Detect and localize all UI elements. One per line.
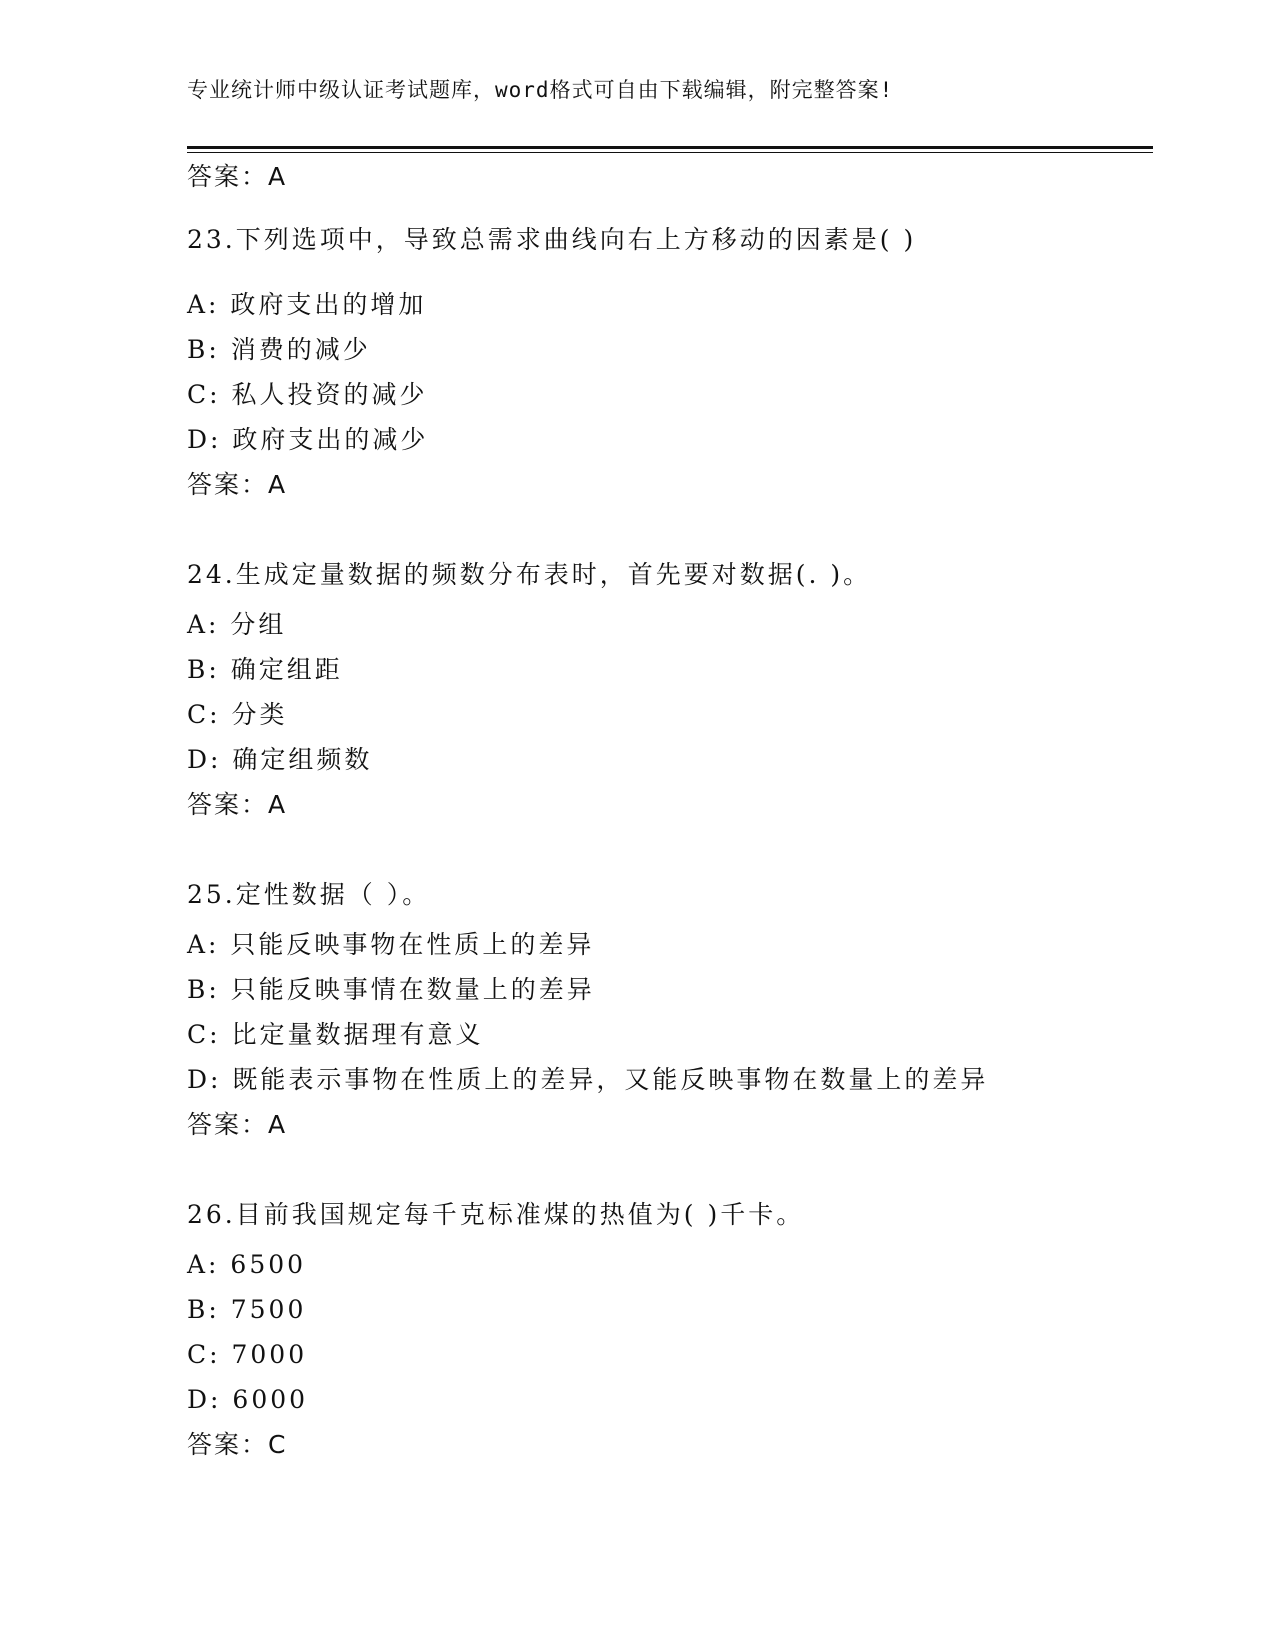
question-26-option-d: D: 6000 [187,1385,309,1414]
question-24-answer [187,790,287,820]
question-25-option-d: D: 既能表示事物在性质上的差异，又能反映事物在数量上的差异 [187,1065,989,1094]
answer-label: 答案： [187,162,269,191]
answer-label: 答案： [187,790,269,819]
question-26-option-c: C: 7000 [187,1340,308,1369]
header-rule-thin [187,152,1153,153]
question-24-stem: 24.生成定量数据的频数分布表时，首先要对数据(. )。 [187,560,872,589]
question-24-option-a: A: 分组 [187,610,287,639]
answer-prev [187,162,287,192]
question-26-option-a: A: 6500 [187,1250,307,1279]
question-23-option-a: A: 政府支出的增加 [187,290,427,319]
answer-value: A [268,1110,288,1139]
answer-label: 答案： [187,470,269,499]
answer-value: A [268,790,288,819]
question-26-stem: 26.目前我国规定每千克标准煤的热值为( )千卡。 [187,1200,805,1229]
answer-value: C [268,1430,288,1459]
question-23-option-d: D: 政府支出的减少 [187,425,429,454]
answer-label: 答案： [187,1110,269,1139]
question-23-answer [187,470,287,500]
question-23-option-b: B: 消费的减少 [187,335,371,364]
question-23-option-c: C: 私人投资的减少 [187,380,428,409]
answer-value: A [268,470,288,499]
question-25-option-a: A: 只能反映事物在性质上的差异 [187,930,595,959]
header-rule-thick [187,146,1153,149]
question-25-stem: 25.定性数据（ ）。 [187,880,431,909]
question-25-option-b: B: 只能反映事情在数量上的差异 [187,975,595,1004]
question-23-stem: 23.下列选项中，导致总需求曲线向右上方移动的因素是( ) [187,225,917,254]
question-25-option-c: C: 比定量数据理有意义 [187,1020,484,1049]
question-24-option-b: B: 确定组距 [187,655,343,684]
question-26-answer [187,1430,287,1460]
question-26-option-b: B: 7500 [187,1295,307,1324]
question-24-option-c: C: 分类 [187,700,288,729]
question-24-option-d: D: 确定组频数 [187,745,373,774]
answer-label: 答案： [187,1430,269,1459]
question-25-answer [187,1110,287,1140]
page-header: 专业统计师中级认证考试题库，word格式可自由下载编辑，附完整答案! [187,78,894,102]
answer-value: A [268,162,288,191]
